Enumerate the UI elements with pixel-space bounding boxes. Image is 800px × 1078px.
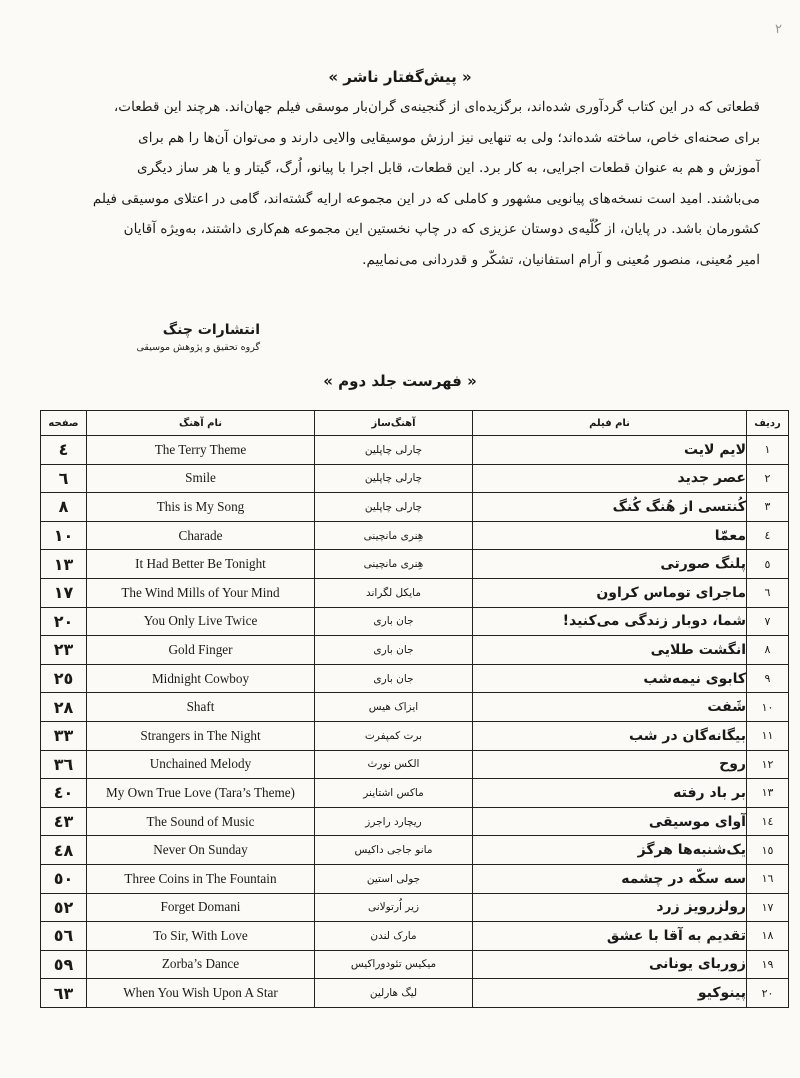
film-title-cell: تقدیم به آقا با عشق [473, 922, 747, 951]
page-number-cell: ٦۳ [41, 979, 87, 1008]
preface-line: قطعاتی که در این کتاب گردآوری شده‌اند، برگزیده‌ای از گنجینه‌ی گران‌بار موسقی فیلم جهان‌اند. هرچند این قطعات، [113, 99, 760, 115]
composer-cell: جان باری [315, 607, 473, 636]
page-number-cell: ۲۳ [41, 636, 87, 665]
film-title-cell: آوای موسیقی [473, 807, 747, 836]
table-row [41, 693, 789, 722]
row-index-cell: ۱۲ [747, 750, 789, 779]
composer-cell: چارلی چاپلین [315, 464, 473, 493]
page-number-cell: ۱۷ [41, 578, 87, 607]
table-row [41, 807, 789, 836]
composer-cell: هِنری مانچینی [315, 521, 473, 550]
preface-line: برای صحنه‌ای خاص، ساخته شده‌اند؛ ولی به تنهایی نیز ارزش موسیقایی والایی دارند و می‌توان آن‌ها را هم برای [138, 129, 760, 146]
page-number-cell: ۳٦ [41, 750, 87, 779]
page-number: ۲ [775, 22, 782, 37]
song-title-cell: The Sound of Music [87, 807, 315, 836]
publisher-subtitle: گروه تحقیق و پژوهش موسیقی [136, 342, 260, 353]
song-title-cell: Never On Sunday [87, 836, 315, 865]
composer-cell: چارلی چاپلین [315, 493, 473, 522]
table-row [41, 607, 789, 636]
table-row [41, 664, 789, 693]
toc-body [41, 436, 789, 1008]
header-song: نام آهنگ [87, 411, 315, 436]
row-index-cell: ۲ [747, 464, 789, 493]
page-number-cell: ۱۳ [41, 550, 87, 579]
composer-cell: ماکس اشتاینر [315, 779, 473, 808]
song-title-cell: Midnight Cowboy [87, 664, 315, 693]
table-row [41, 436, 789, 465]
row-index-cell: ۱۱ [747, 721, 789, 750]
song-title-cell: When You Wish Upon A Star [87, 979, 315, 1008]
table-row [41, 550, 789, 579]
publisher-name: انتشارات چنگ [162, 322, 260, 338]
song-title-cell: Forget Domani [87, 893, 315, 922]
row-index-cell: ۷ [747, 607, 789, 636]
table-row [41, 979, 789, 1008]
composer-cell: الکس نورث [315, 750, 473, 779]
row-index-cell: ۳ [747, 493, 789, 522]
table-row [41, 779, 789, 808]
song-title-cell: You Only Live Twice [87, 607, 315, 636]
table-row [41, 750, 789, 779]
composer-cell: ریچارد راجرز [315, 807, 473, 836]
film-title-cell: معمّا [473, 521, 747, 550]
film-title-cell: رولزرویز زرد [473, 893, 747, 922]
page-number-cell: ۳۳ [41, 721, 87, 750]
preface-line: امیر مُعینی، منصور مُعینی و آرام استفانیان، تشکّر و قدردانی می‌نماییم. [362, 251, 760, 268]
table-row [41, 922, 789, 951]
table-row [41, 521, 789, 550]
song-title-cell: To Sir, With Love [87, 922, 315, 951]
film-title-cell: عصر جدید [473, 464, 747, 493]
composer-cell: لیگ هارلین [315, 979, 473, 1008]
page-number-cell: ۲۸ [41, 693, 87, 722]
row-index-cell: ۱۷ [747, 893, 789, 922]
film-title-cell: سه سکّه در چشمه [473, 864, 747, 893]
song-title-cell: Smile [87, 464, 315, 493]
row-index-cell: ۱۸ [747, 922, 789, 951]
header-composer: آهنگ‌ساز [315, 411, 473, 436]
composer-cell: جولی استین [315, 864, 473, 893]
song-title-cell: This is My Song [87, 493, 315, 522]
song-title-cell: Unchained Melody [87, 750, 315, 779]
header-index: ردیف [747, 411, 789, 436]
film-title-cell: بیگانه‌گان در شب [473, 721, 747, 750]
film-title-cell: انگشت طلایی [473, 636, 747, 665]
page-number-cell: ٤۰ [41, 779, 87, 808]
table-row [41, 464, 789, 493]
row-index-cell: ۹ [747, 664, 789, 693]
row-index-cell: ۱۳ [747, 779, 789, 808]
song-title-cell: Charade [87, 521, 315, 550]
toc-table [40, 410, 789, 1008]
preface-line: کشورمان باشد. در پایان، از کُلّیه‌ی دوستان عزیزی که در چاپ نخستین این مجموعه هم‌کاری داشتند، به‌ویژه آقایان [123, 221, 760, 237]
header-page: صفحه [41, 411, 87, 436]
film-title-cell: شَفت [473, 693, 747, 722]
page-number-cell: ٦ [41, 464, 87, 493]
song-title-cell: The Wind Mills of Your Mind [87, 578, 315, 607]
page-number-cell: ٥۹ [41, 950, 87, 979]
row-index-cell: ۱٦ [747, 864, 789, 893]
preface-line: می‌باشند. امید است نسخه‌های پیانویی مشهور و کاملی که در این مجموعه ارایه گشته‌اند، گامی در اعتلای موسیقی فیلم [92, 190, 760, 207]
film-title-cell: پینوکیو [473, 979, 747, 1008]
film-title-cell: یک‌شنبه‌ها هرگز [473, 836, 747, 865]
page-number-cell: ٤ [41, 436, 87, 465]
toc-header-row [41, 411, 789, 436]
row-index-cell: ٦ [747, 578, 789, 607]
song-title-cell: Gold Finger [87, 636, 315, 665]
song-title-cell: Strangers in The Night [87, 721, 315, 750]
song-title-cell: Three Coins in The Fountain [87, 864, 315, 893]
film-title-cell: پلنگ صورتی [473, 550, 747, 579]
composer-cell: جان باری [315, 664, 473, 693]
toc-title: « فهرست جلد دوم » [323, 372, 477, 390]
row-index-cell: ۱٤ [747, 807, 789, 836]
row-index-cell: ۱ [747, 436, 789, 465]
table-row [41, 636, 789, 665]
preface-title: « پیش‌گفتار ناشر » [328, 68, 472, 86]
composer-cell: میکیس تئودوراکیس [315, 950, 473, 979]
film-title-cell: ماجرای توماس کراون [473, 578, 747, 607]
song-title-cell: Zorba’s Dance [87, 950, 315, 979]
preface-line: آموزش و هم به عنوان قطعات اجرایی، به کار برد. این قطعات، قابل اجرا با پیانو، اُرگ، گیتار و یا هر ساز دیگری [137, 160, 760, 176]
page-number-cell: ۸ [41, 493, 87, 522]
page-number-cell: ٥٦ [41, 922, 87, 951]
row-index-cell: ۱٥ [747, 836, 789, 865]
film-title-cell: شما، دوبار زندگی می‌کنید! [473, 607, 747, 636]
film-title-cell: روح [473, 750, 747, 779]
page-number-cell: ۲٥ [41, 664, 87, 693]
table-row [41, 893, 789, 922]
table-row [41, 836, 789, 865]
table-row [41, 721, 789, 750]
song-title-cell: It Had Better Be Tonight [87, 550, 315, 579]
film-title-cell: کُنتسی از هُنگ کُنگ [473, 493, 747, 522]
song-title-cell: The Terry Theme [87, 436, 315, 465]
film-title-cell: کابوی نیمه‌شب [473, 664, 747, 693]
song-title-cell: My Own True Love (Tara’s Theme) [87, 779, 315, 808]
row-index-cell: ٤ [747, 521, 789, 550]
page-number-cell: ٤۳ [41, 807, 87, 836]
page-number-cell: ٥۲ [41, 893, 87, 922]
table-row [41, 950, 789, 979]
header-film: نام فیلم [473, 411, 747, 436]
composer-cell: چارلی چاپلین [315, 436, 473, 465]
preface-text [36, 92, 760, 275]
table-row [41, 578, 789, 607]
composer-cell: ایزاک هیس [315, 693, 473, 722]
page-number-cell: ٤۸ [41, 836, 87, 865]
row-index-cell: ۲۰ [747, 979, 789, 1008]
composer-cell: زیر اُرتولانی [315, 893, 473, 922]
composer-cell: برت کمپفرت [315, 721, 473, 750]
page-number-cell: ٥۰ [41, 864, 87, 893]
row-index-cell: ۸ [747, 636, 789, 665]
publisher-block [40, 322, 260, 353]
row-index-cell: ٥ [747, 550, 789, 579]
composer-cell: مانو جاجی داکیس [315, 836, 473, 865]
page-number-cell: ۱۰ [41, 521, 87, 550]
composer-cell: مارک لندن [315, 922, 473, 951]
table-row [41, 864, 789, 893]
composer-cell: مایکل لگراند [315, 578, 473, 607]
composer-cell: هِنری مانچینی [315, 550, 473, 579]
film-title-cell: لایم لایت [473, 436, 747, 465]
film-title-cell: بر باد رفته [473, 779, 747, 808]
composer-cell: جان باری [315, 636, 473, 665]
table-row [41, 493, 789, 522]
row-index-cell: ۱۹ [747, 950, 789, 979]
song-title-cell: Shaft [87, 693, 315, 722]
film-title-cell: زوربای یونانی [473, 950, 747, 979]
row-index-cell: ۱۰ [747, 693, 789, 722]
page-number-cell: ۲۰ [41, 607, 87, 636]
